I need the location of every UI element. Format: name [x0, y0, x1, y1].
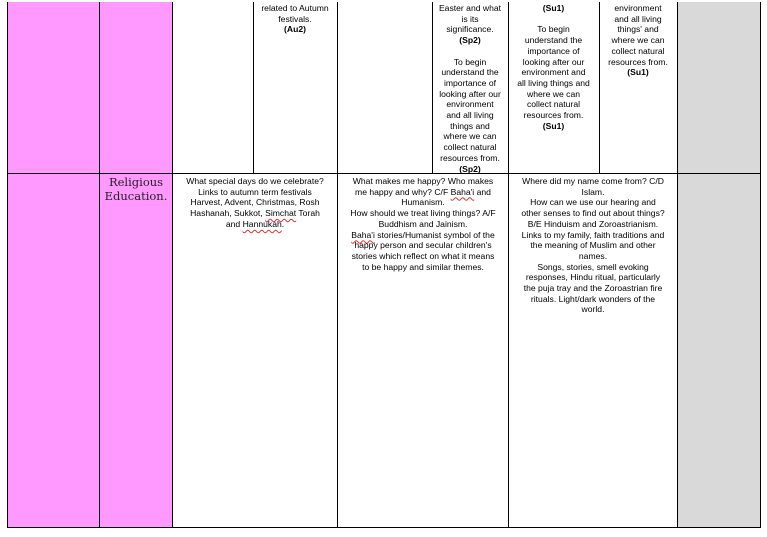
text-line: Where did my name come from? C/D [522, 176, 664, 186]
table-bottom-border [7, 527, 761, 528]
text-line: understand the [524, 35, 583, 46]
text-line: is its [461, 13, 479, 24]
spellcheck-word: Baha'i [450, 186, 475, 197]
text-line: things and [450, 120, 490, 131]
text-line: responses, Hindu ritual, particularly [525, 272, 661, 283]
text-line: where we can [611, 35, 665, 46]
text-line: To begin [537, 24, 570, 35]
grey-column [678, 2, 760, 527]
text-line: names. [578, 250, 608, 261]
text-line [338, 187, 508, 198]
term-code: (Su1) [627, 67, 649, 78]
spellcheck-word: Baha'i [351, 229, 375, 240]
grid-line [99, 2, 100, 528]
row-divider [7, 173, 761, 174]
text-span: and [225, 218, 243, 229]
text-line: How can we use our hearing and [530, 197, 656, 208]
text-line: looking after our [439, 88, 501, 99]
text-line: importance of [527, 45, 580, 56]
text-line: Links to my family, faith traditions and [521, 229, 665, 240]
text-line: and all living [614, 13, 662, 24]
text-line: related to Autumn [261, 3, 329, 13]
text-line: rituals. Light/dark wonders of the [530, 293, 656, 304]
re-summer-cell [509, 176, 677, 315]
subject-line: Education. [104, 189, 168, 203]
text-line: B/E Hinduism and Zoroastrianism. [527, 218, 659, 229]
subject-cell-shading [100, 2, 172, 527]
text-span: Hashanah, Sukkot, [190, 208, 266, 219]
text-line: all living things and [517, 77, 590, 88]
text-line: Buddhism and Jainism. [378, 218, 468, 229]
text-line [173, 208, 337, 219]
text-line: where we can [526, 88, 581, 99]
text-span: . [281, 218, 285, 229]
text-line: resources from. [440, 152, 500, 163]
term-code: (Su1) [542, 3, 565, 13]
text-line: world. [581, 304, 605, 315]
row1-summer2-cell [599, 3, 677, 78]
text-line: Links to autumn term festivals [198, 186, 312, 197]
grid-line [172, 2, 173, 528]
text-line: Easter and what [438, 3, 502, 13]
text-line: and all living [446, 110, 494, 121]
text-span: me happy and why? C/F [355, 186, 451, 197]
text-line: environment [446, 99, 494, 110]
text-line: How should we treat living things? A/F [350, 208, 496, 219]
row1-spring-cell [432, 3, 508, 174]
spellcheck-word: Simchat [265, 208, 297, 219]
text-line [173, 219, 337, 230]
subject-title [100, 175, 172, 203]
grid-line [760, 2, 761, 528]
text-line: where we can [443, 131, 497, 142]
text-line: the meaning of Muslim and other [530, 240, 656, 251]
text-line: significance. [446, 24, 494, 35]
text-line: environment [614, 3, 662, 13]
text-span: and [474, 186, 491, 197]
spacer [508, 14, 599, 25]
text-line: looking after our [522, 56, 585, 67]
text-line: collect natural [526, 99, 581, 110]
spacer [432, 46, 508, 57]
text-line: festivals. [278, 13, 312, 24]
re-spring-cell [338, 176, 508, 272]
text-line: collect natural [443, 142, 497, 153]
text-line: resources from. [523, 110, 584, 121]
text-line: to be happy and similar themes. [362, 261, 484, 272]
pink-column [8, 2, 100, 527]
grid-line [677, 2, 678, 528]
text-line [338, 230, 508, 241]
text-span: stories/Humanist symbol of the [374, 229, 495, 240]
text-span: Torah [296, 208, 320, 219]
term-code: (Au2) [284, 24, 306, 35]
text-line: environment and [521, 67, 586, 78]
row1-autumn-cell [253, 3, 337, 35]
row1-summer1-cell [508, 3, 599, 131]
subject-line: Religious [108, 175, 164, 189]
text-line: the puja tray and the Zoroastrian fire [523, 283, 663, 294]
grid-line [7, 2, 8, 528]
text-line: Humanism. [401, 197, 445, 208]
text-line: collect natural [611, 45, 665, 56]
text-line: happy person and secular children's [354, 240, 492, 251]
text-line: stories which reflect on what it means [351, 250, 495, 261]
text-line: What special days do we celebrate? [186, 176, 324, 186]
spellcheck-word: Hannukah [242, 218, 282, 229]
term-code: (Sp2) [459, 163, 481, 174]
text-line: things' and [617, 24, 659, 35]
re-autumn-cell [173, 176, 337, 230]
text-line: understand the [441, 67, 499, 78]
term-code: (Su1) [542, 120, 565, 131]
text-line: Islam. [581, 186, 605, 197]
text-line: Songs, stories, smell evoking [537, 261, 649, 272]
text-line: resources from. [608, 56, 668, 67]
text-line: other senses to find out about things? [521, 208, 665, 219]
text-line: importance of [443, 77, 497, 88]
text-line: Harvest, Advent, Christmas, Rosh [190, 197, 320, 208]
term-code: (Sp2) [459, 35, 481, 46]
text-line: To begin [453, 56, 487, 67]
text-line: What makes me happy? Who makes [352, 176, 494, 186]
